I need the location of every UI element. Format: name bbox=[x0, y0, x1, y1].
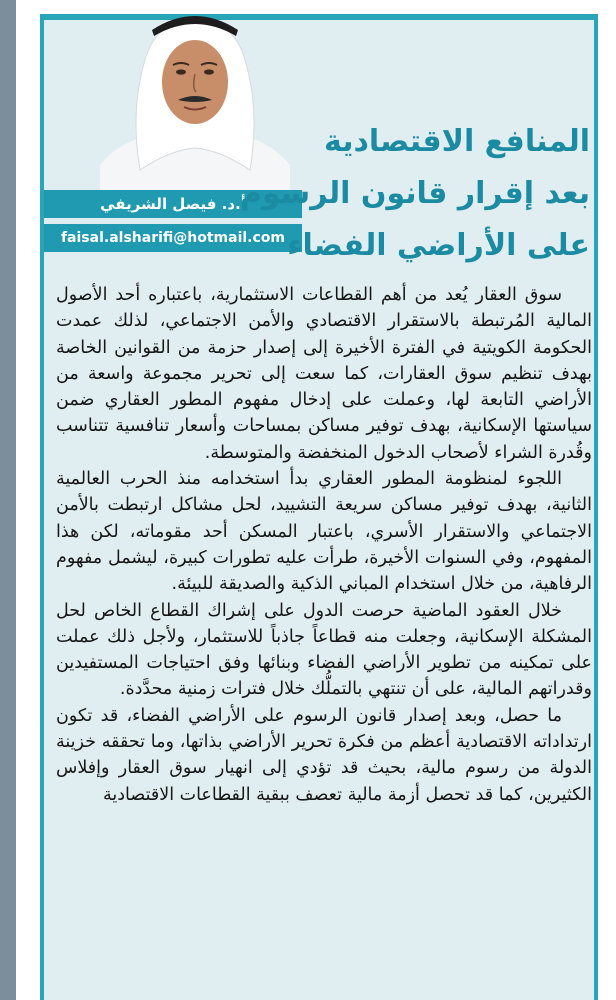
article-paragraph: اللجوء لمنظومة المطور العقاري بدأ استخدامه منذ الحرب العالمية الثانية، بهدف توفير مساكن سريعة التشييد، لحل مشاكل ارتبطت بالأمن الاجتماعي والاستقرار الأسري، باعتبار المسكن أحد مقوماته، لكن هذا المفهوم، وفي السنوات الأخيرة، طرأت عليه تطورات كبيرة، ليشمل مفهوم الرفاهية، من خلال استخدام المباني الذكية والصديقة للبيئة. bbox=[56, 469, 592, 595]
article-headline bbox=[239, 116, 590, 272]
left-eye-shape bbox=[176, 69, 186, 74]
right-eye-shape bbox=[204, 69, 214, 74]
face-shape bbox=[162, 40, 228, 124]
headline-line: على الأراضي الفضاء bbox=[287, 228, 590, 263]
headline-line: المنافع الاقتصادية bbox=[324, 124, 590, 159]
author-email[interactable]: faisal.alsharifi@hotmail.com bbox=[44, 224, 302, 252]
headline-line: بعد إقرار قانون الرسوم bbox=[239, 176, 590, 211]
article-paragraph: ما حصل، وبعد إصدار قانون الرسوم على الأراضي الفضاء، قد تكون ارتداداته الاقتصادية أعظم من فكرة تحرير الأراضي بذاتها، وما تحققه خزينة الدولة من رسوم مالية، بحيث قد تؤدي إلى انهيار سوق العقار وإفلاس الكثيرين، كما قد تحصل أزمة مالية تعصف ببقية القطاعات الاقتصادية bbox=[56, 705, 592, 805]
article-paragraph: خلال العقود الماضية حرصت الدول على إشراك القطاع الخاص لحل المشكلة الإسكانية، وجعلت منه قطاعاً جاذباً للاستثمار، ولأجل ذلك عملت على تمكينه من تطوير الأراضي الفضاء وبنائها وفق احتياجات المستفيدين وقدراتهم المالية، على أن تنتهي بالتملُّك خلال فترات زمنية محدَّدة. bbox=[56, 600, 592, 700]
author-portrait bbox=[100, 0, 290, 190]
article-body bbox=[56, 282, 592, 808]
author-byline: أ.د. فيصل الشريفي bbox=[44, 190, 302, 218]
adjacent-column-strip bbox=[0, 0, 16, 1000]
article-paragraph: سوق العقار يُعد من أهم القطاعات الاستثمارية، باعتباره أحد الأصول المالية المُرتبطة بالاستقرار الاقتصادي والأمن الاجتماعي، لذلك عمدت الحكومة الكويتية في الفترة الأخيرة إلى إصدار حزمة من القوانين الخاصة بهدف تنظيم سوق العقارات، كما سعت إلى تحرير مجموعة واسعة من الأراضي التابعة لها، وعملت على إدخال مفهوم المطور العقاري ضمن سياستها الإسكانية، بهدف توفير مساكن بمساحات وأسعار تنافسية تتناسب وقُدرة الشراء لأصحاب الدخول المنخفضة والمتوسطة. bbox=[56, 285, 592, 463]
